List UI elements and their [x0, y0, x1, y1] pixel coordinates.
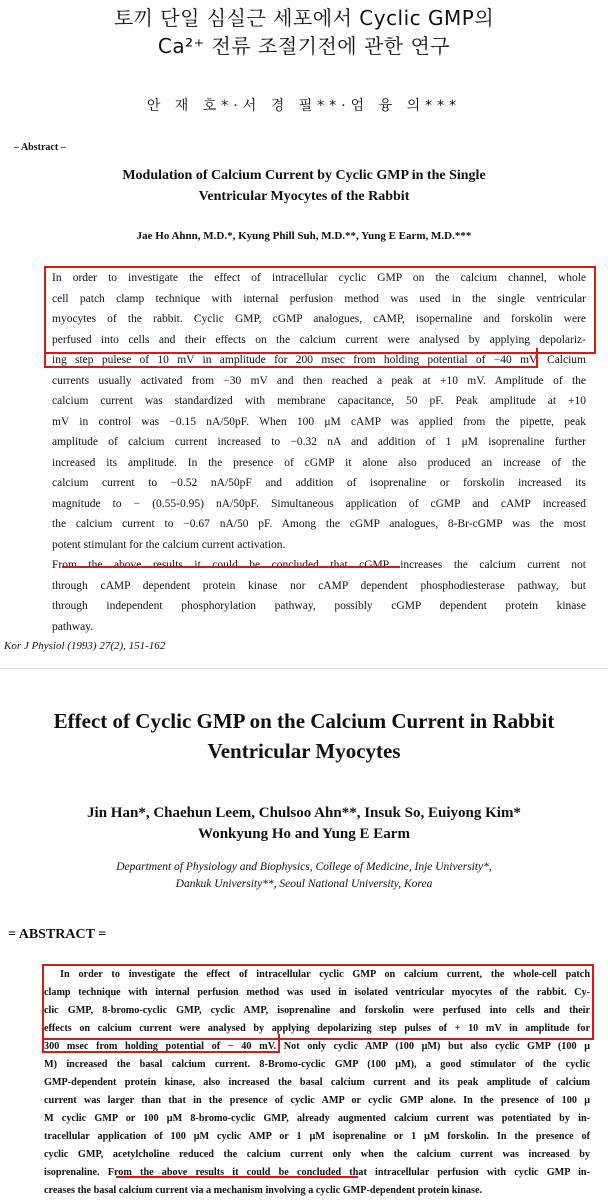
abstract-line: perfused into cells and their effects on the calcium current were analysed by applying depolariz- — [52, 333, 586, 346]
english-title-line-1: Modulation of Calcium Current by Cyclic GMP in the Single — [122, 168, 486, 183]
conclusion-underline — [62, 566, 400, 568]
paper-authors — [0, 803, 608, 845]
abstract-line: through cAMP dependent protein kinase nor cAMP dependent phosphodiesterase pathway, but — [52, 579, 586, 592]
abstract-line: potent stimulant for the calcium current activation. — [52, 538, 286, 551]
paper-title-line-1: Effect of Cyclic GMP on the Calcium Current in Rabbit — [53, 709, 555, 733]
abstract-line: current was larger than that in the presence of cyclic AMP or cyclic GMP alone. In the presence of 100 μ — [44, 1095, 590, 1106]
korean-authors: 안 재 호*·서 경 필**·엄 융 의*** — [146, 98, 462, 114]
abstract-line: cyclic GMP, acetylcholine reduced the calcium current only when the calcium current was increased by — [44, 1149, 590, 1160]
abstract-line: amplitude of calcium current increased to −0.32 nA and addition of 1 μM isoprenaline further — [52, 436, 586, 448]
abstract-line: calcium current was standardized with membrane capacitance, 50 pF. Peak amplitude at +10 — [52, 395, 586, 407]
affiliation-line-1: Department of Physiology and Biophysics, College of Medicine, Inje University*, — [116, 861, 492, 873]
affiliation — [0, 859, 608, 893]
abstract-heading: = ABSTRACT = — [8, 927, 107, 942]
highlight-box-main — [44, 266, 596, 354]
korean-title-line-1: 토끼 단일 심실근 세포에서 Cyclic GMP의 — [113, 6, 495, 30]
highlight-box-main-2 — [42, 964, 594, 1040]
highlight-box-tail-2 — [42, 1034, 280, 1053]
abstract-line: In order to investigate the effect of intracellular cyclic GMP on the calcium channel, whole — [52, 272, 586, 284]
affiliation-line-2: Dankuk University**, Seoul National University, Korea — [175, 878, 433, 890]
highlight-box-tail — [44, 348, 538, 368]
abstract-line: ing step pulese of 10 mV in amplitude for 200 msec from holding potential of −40 mV. Calcium — [52, 354, 586, 366]
abstract-line: myocytes of the rabbit. Cyclic GMP, cGMP analogues, cAMP, isopernaline and forskolin were — [52, 313, 586, 325]
abstract-line: tracellular application of 100 μM cyclic AMP or 1 μM isoprenaline or 1 μM forskolin. In the presence of — [44, 1131, 590, 1142]
paper-title-line-2: Ventricular Myocytes — [207, 739, 401, 763]
abstract-line: clic GMP, 8-bromo-cyclic GMP, cyclic AMP, isoprenaline and forskolin were perfused into cells and their — [44, 1005, 590, 1016]
abstract-line: clamp technique with internal perfusion method was used in isolated ventricular myocytes of the rabbit. Cy- — [44, 987, 590, 998]
abstract-line: M cyclic GMP or 100 μM 8-bromo-cyclic GMP, already augmented calcium current was potentiated by in- — [44, 1113, 590, 1124]
abstract-line: mV in control was −0.15 nA/50pF. When 100 μM cAMP was applied from the pipette, peak — [52, 415, 586, 428]
abstract-line: increased its amplitude. In the presence of cGMP it alone also produced an increase of the — [52, 456, 586, 469]
abstract-line: calcium current to −0.52 nA/50pF and addition of isoprenaline or forskolin increased its — [52, 477, 586, 489]
abstract-line: the calcium current to −0.67 nA/50 pF. Among the cGMP analogues, 8-Br-cGMP was the most — [52, 518, 586, 530]
english-paper-panel — [0, 668, 608, 1196]
conclusion-underline-2 — [116, 1176, 358, 1178]
abstract-line: isoprenaline. From the above results it could be concluded that intracellular perfusion with cyclic GMP in- — [44, 1167, 590, 1178]
abstract-line: creases the basal calcium current via a mechanism involving a cyclic GMP-dependent protein kinase. — [44, 1185, 483, 1196]
paper-authors-line-2: Wonkyung Ho and Yung E Earm — [198, 826, 410, 842]
paper-authors-line-1: Jin Han*, Chaehun Leem, Chulsoo Ahn**, Insuk So, Euiyong Kim* — [87, 805, 521, 821]
abstract-line: cell patch clamp technique with internal perfusion method was used in the single ventricular — [52, 292, 586, 305]
abstract-line: pathway. — [52, 620, 94, 633]
abstract-line: magnitude to − (0.55-0.95) nA/50pF. Simultaneous application of cGMP and cAMP increased — [52, 497, 586, 510]
abstract-line: currents usually activated from −30 mV and then reached a peak at +10 mV. Amplitude of the — [52, 374, 586, 387]
abstract-line: 300 msec from holding potential of − 40 mV. Not only cyclic AMP (100 μM) but also cyclic GMP (100 μ — [44, 1041, 590, 1052]
korean-title-line-2: Ca²⁺ 전류 조절기전에 관한 연구 — [157, 34, 451, 58]
english-authors: Jae Ho Ahnn, M.D.*, Kyung Phill Suh, M.D.**, Yung E Earm, M.D.*** — [136, 230, 472, 242]
abstract-line: M) increased the basal calcium current. 8-Bromo-cyclic GMP (100 μM), a good stimulator of the cyclic — [44, 1059, 590, 1070]
citation: Kor J Physiol (1993) 27(2), 151-162 — [4, 640, 166, 652]
abstract-label: – Abstract – — [14, 142, 66, 153]
abstract-line: GMP-dependent protein kinase, also increased the basal calcium current and its peak amplitude of calcium — [44, 1077, 590, 1088]
abstract-line: From the above results it could be concluded that cGMP increases the calcium current not — [52, 559, 586, 571]
paper-title — [0, 706, 608, 766]
abstract-line: through independent phosphorylation pathway, possibly cGMP dependent protein kinase — [52, 600, 586, 612]
english-title-line-2: Ventricular Myocytes of the Rabbit — [198, 189, 410, 204]
english-title — [0, 165, 608, 207]
abstract-line: effects on calcium current were analysed by applying depolarizing step pulses of + 10 mV in amplitude for — [44, 1023, 590, 1034]
abstract-line: In order to investigate the effect of intracellular cyclic GMP on calcium current, the whole-cell patch — [60, 969, 590, 980]
